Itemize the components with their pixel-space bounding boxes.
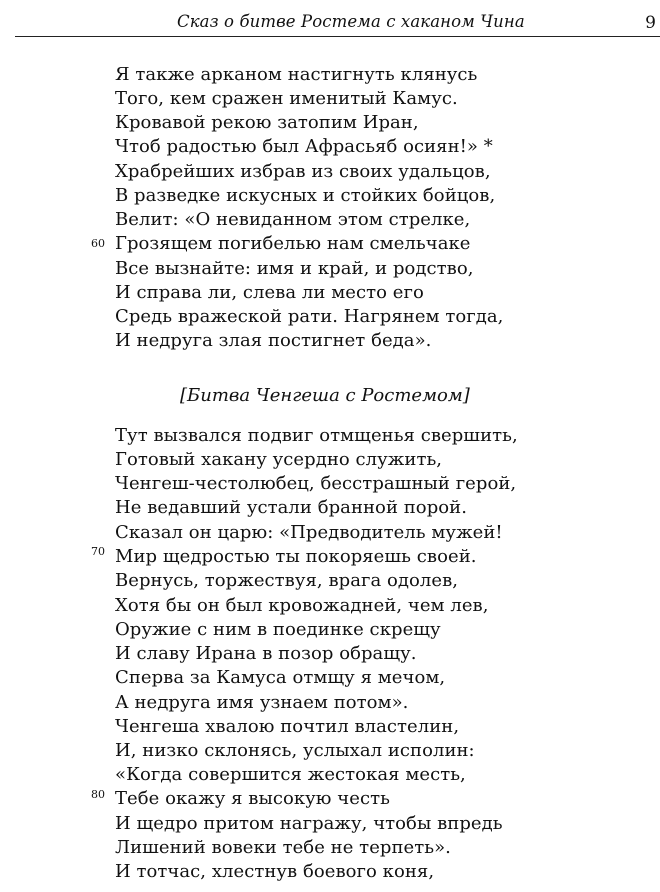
- verse-line: Сперва за Камуса отмщу я мечом,: [115, 667, 446, 688]
- verse-line: Кровавой рекою затопим Иран,: [115, 112, 419, 133]
- verse-line: Того, кем сражен именитый Камус.: [115, 88, 458, 109]
- verse-line: В разведке искусных и стойких бойцов,: [115, 185, 496, 206]
- verse-line: И тотчас, хлестнув боевого коня,: [115, 861, 435, 882]
- verse-line: Хотя бы он был кровожадней, чем лев,: [115, 595, 489, 616]
- verse-line: Велит: «О невиданном этом стрелке,: [115, 209, 471, 230]
- verse-line: И славу Ирана в позор обращу.: [115, 643, 417, 664]
- verse-line: Лишений вовеки тебе не терпеть».: [115, 837, 451, 858]
- verse-line: Ченгеша хвалою почтил властелин,: [115, 716, 460, 737]
- verse-line: «Когда совершится жестокая месть,: [115, 764, 466, 785]
- verse-line: Все вызнайте: имя и край, и родство,: [115, 258, 474, 279]
- running-head: [15, 12, 660, 37]
- verse-line: Чтоб радостью был Афрасьяб осиян!» *: [115, 136, 493, 157]
- verse-line: Тебе окажу я высокую честь: [115, 788, 390, 809]
- line-number: 80: [91, 788, 105, 801]
- verse-line: Ченгеш-честолюбец, бесстрашный герой,: [115, 473, 517, 494]
- verse-line: Мир щедростью ты покоряешь своей.: [115, 546, 477, 567]
- line-number: 60: [91, 237, 105, 250]
- verse-line: И, низко склонясь, услыхал исполин:: [115, 740, 475, 761]
- page-number: 9: [645, 13, 656, 33]
- verse-line: Средь вражеской рати. Нагрянем тогда,: [115, 306, 504, 327]
- verse-line: Не ведавший устали бранной порой.: [115, 497, 467, 518]
- verse-line: А недруга имя узнаем потом».: [115, 692, 409, 713]
- verse-line: Я также арканом настигнуть клянусь: [115, 64, 478, 85]
- verse-line: Тут вызвался подвиг отмщенья свершить,: [115, 425, 518, 446]
- running-title: Сказ о битве Ростема с хаканом Чина: [177, 12, 525, 31]
- verse-line: И недруга злая постигнет беда».: [115, 330, 432, 351]
- verse-line: Готовый хакану усердно служить,: [115, 449, 443, 470]
- verse-line: И справа ли, слева ли место его: [115, 282, 424, 303]
- verse-line: Оружие с ним в поединке скрещу: [115, 619, 441, 640]
- verse-line: И щедро притом награжу, чтобы впредь: [115, 813, 503, 834]
- verse-line: Храбрейших избрав из своих удальцов,: [115, 161, 491, 182]
- verse-line: Сказал он царю: «Предводитель мужей!: [115, 522, 503, 543]
- verse-line: Вернусь, торжествуя, врага одолев,: [115, 570, 459, 591]
- verse-line: Грозящем погибелью нам смельчаке: [115, 233, 471, 254]
- line-number: 70: [91, 545, 105, 558]
- section-heading: [Битва Ченгеша с Ростемом]: [180, 385, 470, 406]
